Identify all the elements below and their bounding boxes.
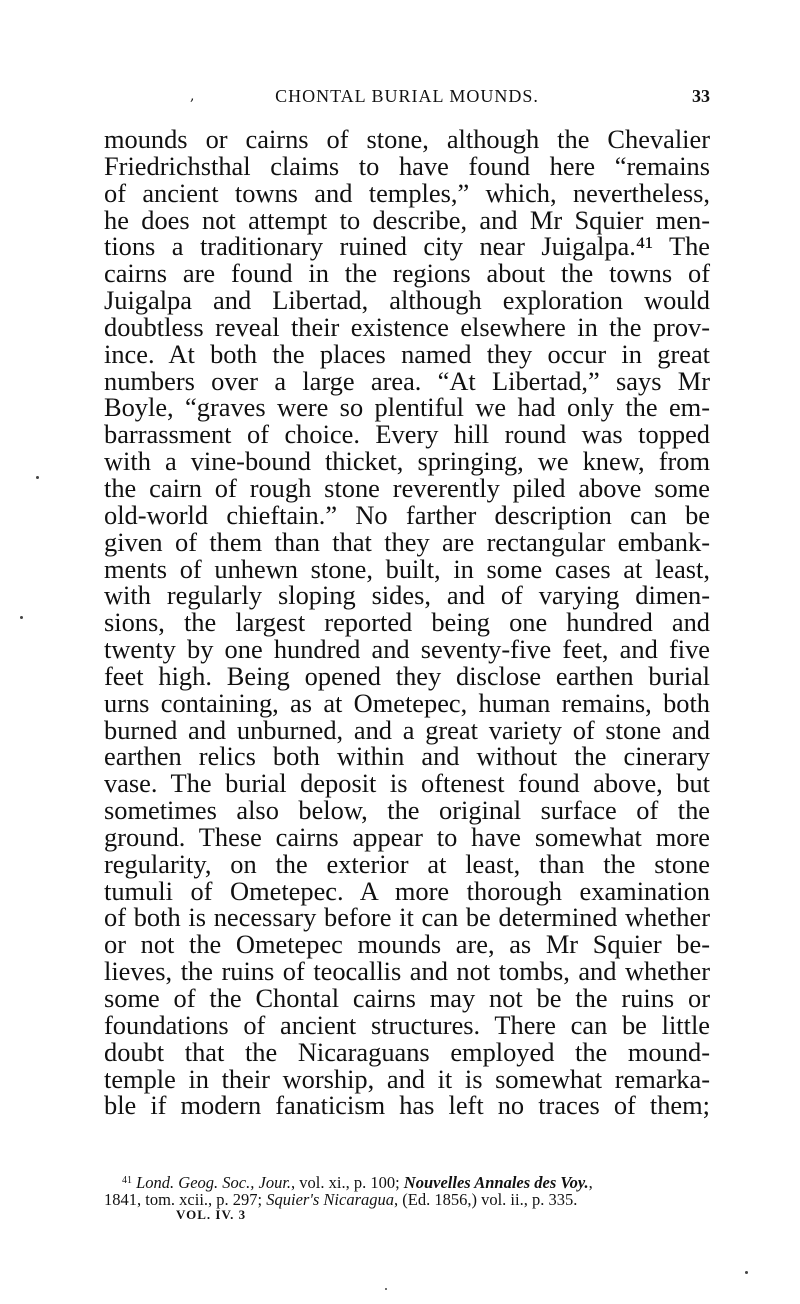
text-line: some of the Chontal cairns may not be the ruins or xyxy=(104,983,710,1013)
text-line: ince. At both the places named they occur in great xyxy=(104,338,710,369)
text-line: vase. The burial deposit is oftenest found above, but xyxy=(104,768,710,799)
speck-mark xyxy=(385,1288,387,1290)
text-line: tions a traditionary ruined city near Juigalpa.⁴¹ The xyxy=(104,231,710,262)
footnote-line xyxy=(104,1172,710,1191)
footnote-segment: , xyxy=(588,1173,593,1192)
footnote xyxy=(104,1172,710,1208)
text-line: tumuli of Ometepec. A more thorough examination xyxy=(104,875,710,906)
text-line: doubtless reveal their existence elsewhere in the prov- xyxy=(104,311,710,342)
text-line: foundations of ancient structures. There can be little xyxy=(104,1009,710,1040)
text-line: ble if modern fanaticism has left no traces of them; xyxy=(104,1090,710,1121)
text-line: with a vine-bound thicket, springing, we knew, from xyxy=(104,446,710,477)
text-line: twenty by one hundred and seventy-five feet, and five xyxy=(104,634,710,665)
text-line: burned and unburned, and a great variety of stone and xyxy=(104,714,710,745)
footnote-segment: Nouvelles Annales des Voy. xyxy=(403,1173,589,1192)
text-line: sometimes also below, the original surface of the xyxy=(104,795,710,826)
text-line: feet high. Being opened they disclose earthen burial xyxy=(104,660,710,691)
text-line: the cairn of rough stone reverently piled above some xyxy=(104,472,710,503)
text-line: earthen relics both within and without the cinerary xyxy=(104,741,710,772)
text-line: sions, the largest reported being one hundred and xyxy=(104,607,710,638)
text-line: with regularly sloping sides, and of varying dimen- xyxy=(104,580,710,611)
footnote-line xyxy=(104,1191,710,1208)
text-line: old-world chieftain.” No farther description can be xyxy=(104,499,710,530)
text-line: of ancient towns and temples,” which, nevertheless, xyxy=(104,177,710,208)
text-line: Juigalpa and Libertad, although exploration would xyxy=(104,285,710,316)
speck-mark xyxy=(20,616,23,619)
footnote-segment: , vol. xi., p. 100; xyxy=(291,1173,404,1192)
speck-mark xyxy=(745,1271,748,1274)
body-text xyxy=(104,126,710,1119)
text-line: given of them than that they are rectangular embank- xyxy=(104,526,710,557)
footnote-segment: 1841, tom. xcii., p. 297; xyxy=(104,1190,267,1209)
text-line: urns containing, as at Ometepec, human remains, both xyxy=(104,687,710,718)
page-number: 33 xyxy=(692,86,710,106)
text-line: lieves, the ruins of teocallis and not tombs, and whether xyxy=(104,956,710,987)
footnote-segment: Lond. Geog. Soc., Jour. xyxy=(136,1173,292,1192)
text-line: ground. These cairns appear to have somewhat more xyxy=(104,821,710,852)
text-line: mounds or cairns of stone, although the Chevalier xyxy=(104,124,710,154)
text-line: temple in their worship, and it is somewhat remarka- xyxy=(104,1063,710,1094)
text-line: cairns are found in the regions about the towns of xyxy=(104,258,710,289)
running-header xyxy=(104,86,710,112)
text-line: of both is necessary before it can be determined whether xyxy=(104,902,710,933)
footnote-marker: 41 xyxy=(122,1175,132,1186)
text-line: regularity, on the exterior at least, than the stone xyxy=(104,848,710,879)
running-title: CHONTAL BURIAL MOUNDS. xyxy=(275,86,539,106)
text-line: he does not attempt to describe, and Mr Squier men- xyxy=(104,204,710,235)
footnote-segment: , (Ed. 1856,) vol. ii., p. 335. xyxy=(394,1190,578,1209)
text-line: ments of unhewn stone, built, in some cases at least, xyxy=(104,553,710,584)
text-line: Boyle, “graves were so plentiful we had only the em- xyxy=(104,392,710,423)
signature-mark: VOL. IV. 3 xyxy=(176,1207,247,1222)
text-line: Friedrichsthal claims to have found here “remains xyxy=(104,150,710,181)
speck-mark xyxy=(36,476,39,479)
text-line: barrassment of choice. Every hill round was topped xyxy=(104,419,710,450)
header-mark: , xyxy=(190,88,195,104)
text-line: or not the Ometepec mounds are, as Mr Squier be- xyxy=(104,929,710,960)
text-line: numbers over a large area. “At Libertad,” says Mr xyxy=(104,365,710,396)
text-line: doubt that the Nicaraguans employed the mound- xyxy=(104,1036,710,1067)
footnote-segment: Squier's Nicaragua xyxy=(266,1190,394,1209)
